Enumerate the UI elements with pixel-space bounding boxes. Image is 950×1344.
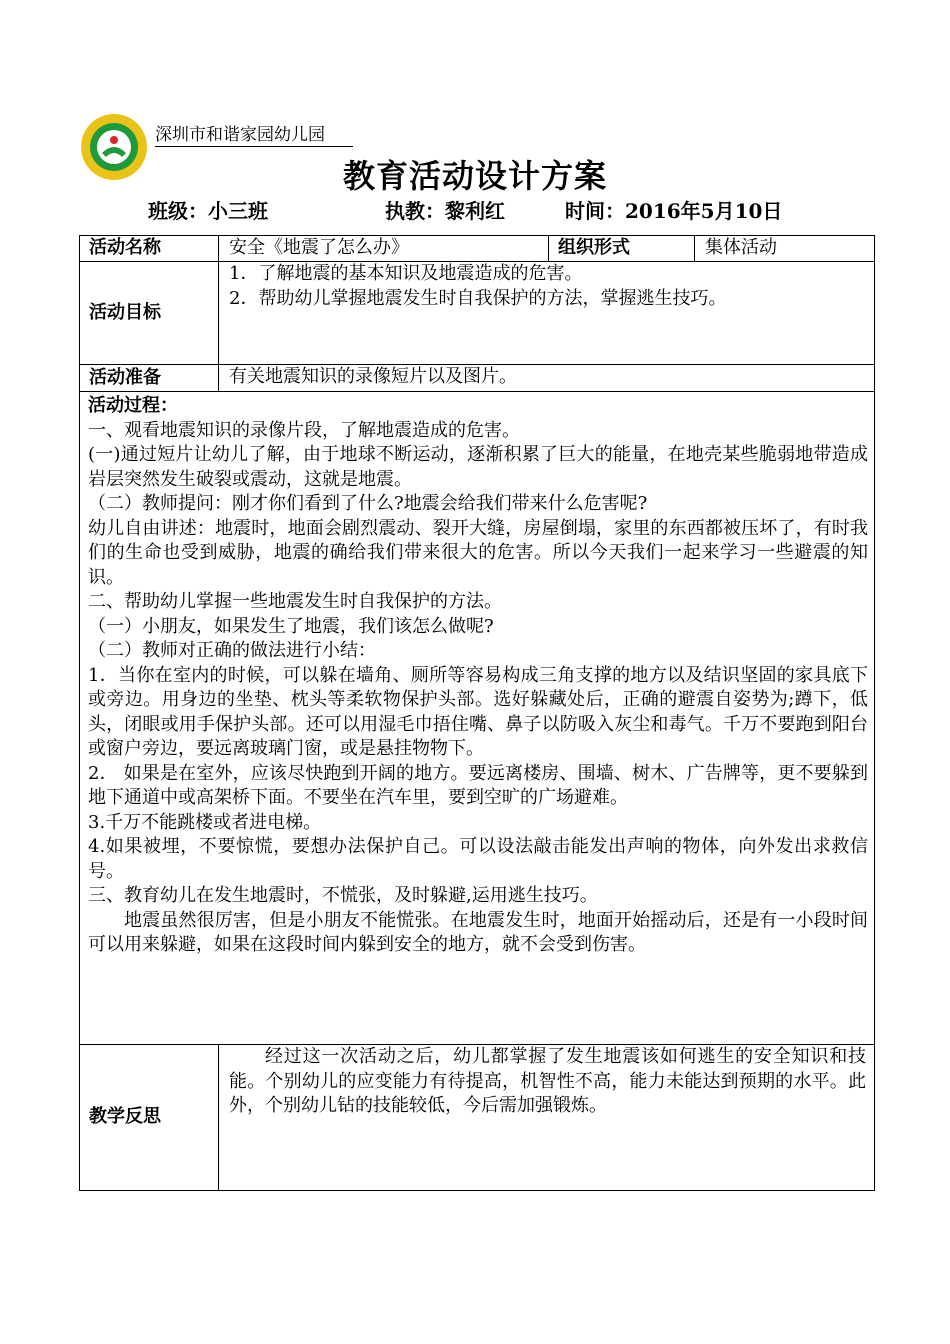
class-info: 班级：小三班 xyxy=(148,199,268,223)
prep-label: 活动准备 xyxy=(80,365,219,392)
process-paragraph: 1．当你在室内的时候，可以躲在墙角、厕所等容易构成三角支撑的地方以及结识坚固的家具底下或旁边。用身边的坐垫、枕头等柔软物保护头部。选好躲藏处后，正确的避震自姿势为;蹲下，低头，闭眼或用手保护头部。还可以用湿毛巾捂住嘴、鼻子以防吸入灰尘和毒气。千万不要跑到阳台或窗户旁边，要远离玻璃门窗，或是悬挂物物下。 xyxy=(88,664,868,759)
process-paragraph: （二）教师对正确的做法进行小结： xyxy=(88,640,376,661)
goal-row xyxy=(80,262,875,365)
process-paragraph: 3.千万不能跳楼或者进电梯。 xyxy=(88,811,322,833)
teacher-info: 执教：黎利红 xyxy=(385,199,505,223)
reflect-paragraph: 经过这一次活动之后，幼儿都掌握了发生地震该如何逃生的安全知识和技能。个别幼儿的应变能力有待提高，机智性不高，能力未能达到预期的水平。此外，个别幼儿钻的技能较低，今后需加强锻炼。 xyxy=(229,1046,866,1116)
process-paragraph: 幼儿自由讲述：地震时，地面会剧烈震动、裂开大缝，房屋倒塌，家里的东西都被压坏了，有时我们的生命也受到威胁，地震的确给我们带来很大的危害。所以今天我们一起来学习一些避震的知识。 xyxy=(88,517,868,588)
process-title: 活动过程： xyxy=(88,395,178,416)
goal-label: 活动目标 xyxy=(80,262,219,365)
process-content xyxy=(80,392,875,1045)
activity-name-label: 活动名称 xyxy=(80,236,219,262)
process-paragraph: 二、帮助幼儿掌握一些地震发生时自我保护的方法。 xyxy=(88,591,502,612)
prep-value: 有关地震知识的录像短片以及图片。 xyxy=(219,365,875,392)
activity-name-value: 安全《地震了怎么办》 xyxy=(219,236,549,262)
process-paragraph: 4.如果被埋，不要惊慌，要想办法保护自己。可以设法敲击能发出声响的物体，向外发出求救信号。 xyxy=(88,836,868,882)
reflect-label: 教学反思 xyxy=(80,1045,219,1191)
reflect-content xyxy=(219,1045,875,1191)
form-value: 集体活动 xyxy=(695,236,875,262)
page-title: 教育活动设计方案 xyxy=(342,157,607,195)
school-name: 深圳市和谐家园幼儿园 xyxy=(155,124,353,147)
prep-row xyxy=(80,365,875,392)
goal-item: 1．了解地震的基本知识及地震造成的危害。 xyxy=(229,263,583,284)
process-paragraph: (一)通过短片让幼儿了解，由于地球不断运动，逐渐积累了巨大的能量，在地壳某些脆弱地带造成岩层突然发生破裂或震动，这就是地震。 xyxy=(88,444,868,490)
reflect-row xyxy=(80,1045,875,1191)
time-info: 时间：2016年5月10日 xyxy=(565,199,783,223)
goal-content xyxy=(219,262,875,365)
process-paragraph: 2． 如果是在室外，应该尽快跑到开阔的地方。要远离楼房、围墙、树木、广告牌等，更不要躲到地下通道中或高架桥下面。不要坐在汽车里，要到空旷的广场避难。 xyxy=(88,762,868,808)
process-paragraph: 地震虽然很厉害，但是小朋友不能慌张。在地震发生时，地面开始摇动后，还是有一小段时间可以用来躲避，如果在这段时间内躲到安全的地方，就不会受到伤害。 xyxy=(88,909,868,955)
process-paragraph: （一）小朋友，如果发生了地震，我们该怎么做呢? xyxy=(88,615,494,637)
plan-table xyxy=(79,235,875,1191)
form-label: 组织形式 xyxy=(549,236,695,262)
logo-accent-dot xyxy=(110,136,118,144)
process-row xyxy=(80,392,875,1045)
process-paragraph: 三、教育幼儿在发生地震时，不慌张，及时躲避,运用逃生技巧。 xyxy=(88,885,598,906)
process-paragraph: （二）教师提问：刚才你们看到了什么?地震会给我们带来什么危害呢? xyxy=(88,493,648,514)
process-paragraph: 一、观看地震知识的录像片段，了解地震造成的危害。 xyxy=(88,419,520,441)
activity-name-row xyxy=(80,236,875,262)
goal-item: 2．帮助幼儿掌握地震发生时自我保护的方法，掌握逃生技巧。 xyxy=(229,287,727,309)
